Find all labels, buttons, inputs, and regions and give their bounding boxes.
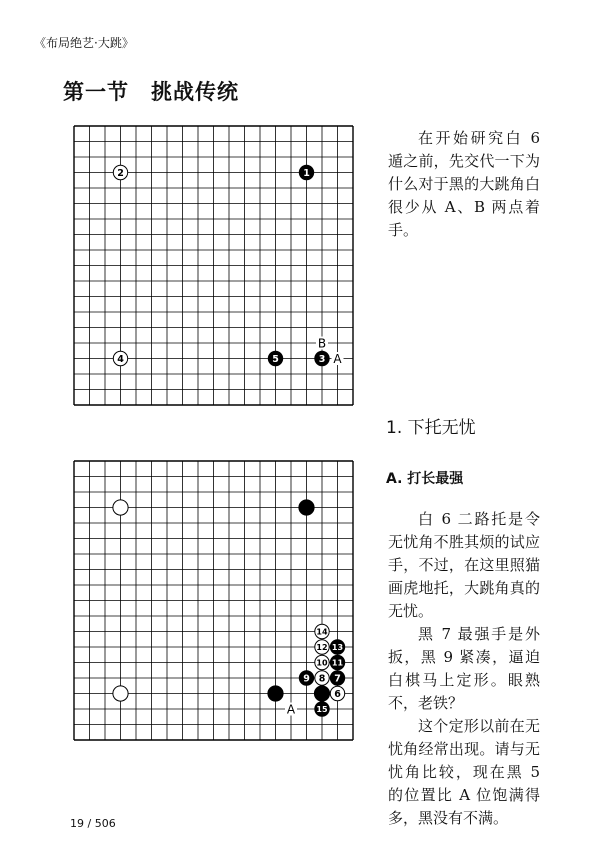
stone-number: 8 — [318, 673, 326, 685]
go-board-diagram-2 — [70, 457, 358, 745]
stone-number: 10 — [316, 658, 328, 668]
stone-number: 7 — [334, 673, 341, 685]
stone-number: 12 — [316, 642, 328, 652]
commentary-line-3: 这个定形以前在无忧角经常出现。请与无忧角比较，现在黑 5 的位置比 A 位饱满得多，黑没有不满。 — [388, 717, 540, 827]
point-label: A — [286, 702, 296, 717]
point-label: A — [333, 352, 342, 366]
stone-number: 15 — [316, 704, 328, 714]
stone-number: 3 — [318, 353, 326, 365]
stone-number: 6 — [334, 688, 341, 700]
black-stone — [268, 686, 283, 701]
section-heading: 1. 下托无忧 — [386, 418, 476, 438]
go-board-diagram-1 — [70, 122, 358, 410]
point-label: B — [317, 336, 327, 351]
intro-paragraph — [388, 127, 540, 242]
commentary-line-2: 黑 7 最强手是外扳，黑 9 紧凑，逼迫白棋马上定形。眼熟不，老铁？ — [388, 625, 540, 712]
stone-number: 9 — [303, 673, 310, 685]
black-stone — [299, 500, 314, 515]
black-stone — [314, 686, 329, 701]
subheading: A. 打长最强 — [386, 471, 464, 487]
intro-paragraph-text: 在开始研究白 6 遁之前，先交代一下为什么对于黑的大跳角白很少从 A、B 两点着手。 — [388, 129, 540, 239]
section-title: 第一节 挑战传统 — [63, 80, 239, 104]
stone-number: 2 — [117, 167, 124, 179]
white-stone — [113, 500, 128, 515]
commentary-paragraph — [388, 508, 540, 830]
white-stone — [113, 686, 128, 701]
running-header: 《布局绝艺·大跳》 — [34, 36, 134, 50]
stone-number: 14 — [316, 627, 328, 637]
stone-number: 13 — [331, 642, 344, 652]
page-number: 19 / 506 — [70, 817, 116, 830]
stone-number: 4 — [117, 353, 124, 365]
stone-number: 11 — [331, 658, 344, 668]
stone-number: 1 — [303, 167, 310, 179]
stone-number: 5 — [272, 353, 279, 365]
commentary-line-1: 白 6 二路托是令无忧角不胜其烦的试应手，不过，在这里照猫画虎地托，大跳角真的无忧。 — [388, 510, 540, 620]
